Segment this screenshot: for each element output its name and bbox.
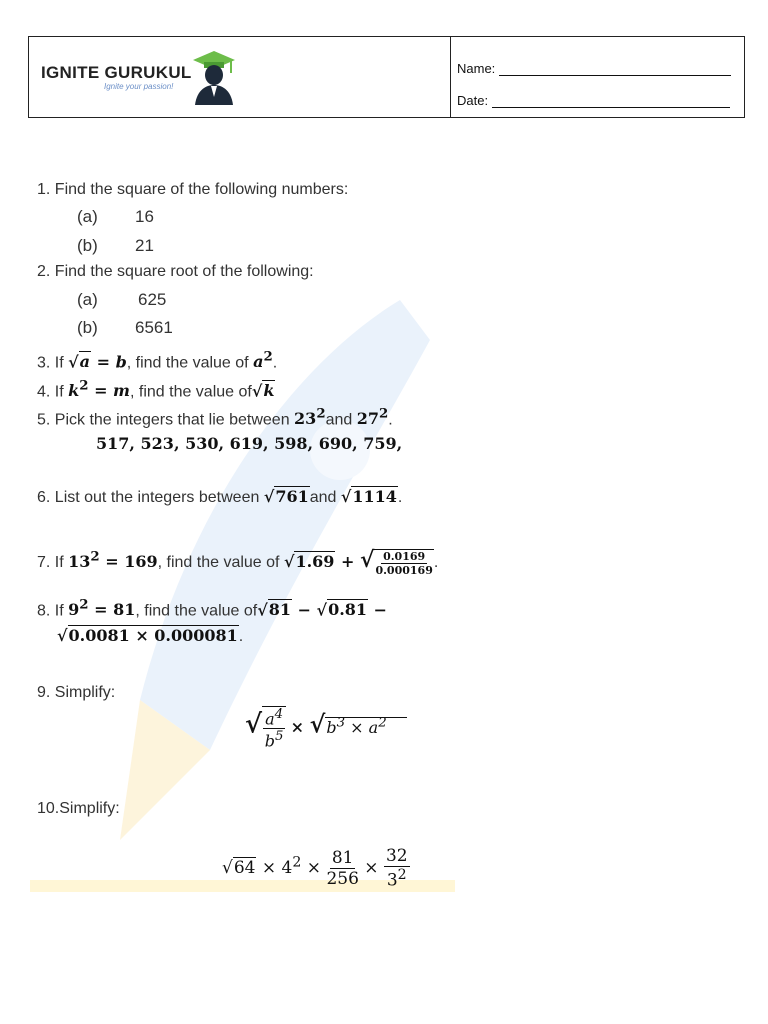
q2-a-value: 625 xyxy=(138,290,167,309)
question-9: 9. Simplify: xyxy=(37,684,116,701)
date-label: Date: xyxy=(457,93,489,108)
question-8: 8. If $9^2 = 81$, find the value of√81 − √0.81 − xyxy=(37,597,388,620)
question-4: 4. If $k^2 = m$, find the value of√k xyxy=(37,378,275,401)
question-6: 6. List out the integers between √761and √1114. xyxy=(37,487,403,506)
question-2: 2. Find the square root of the following: xyxy=(37,263,314,280)
question-8-continued: √0.0081 × 0.000081. xyxy=(57,626,244,645)
q1-a-value: 16 xyxy=(135,207,154,226)
question-10: 10.Simplify: xyxy=(37,800,120,817)
q1-a-label: (a) xyxy=(77,207,98,226)
name-field[interactable] xyxy=(457,61,731,76)
question-1: 1. Find the square of the following numbers: xyxy=(37,181,349,198)
brand-tagline: Ignite your passion! xyxy=(104,82,174,91)
q2-b-value: 6561 xyxy=(135,318,173,337)
q5-integer-list: 517, 523, 530, 619, 598, 690, 759, xyxy=(96,434,403,453)
q10-expression: $√64 \times 4^2$ × $\frac{81}{256}$ × $\frac{32}{3^2}$ xyxy=(222,846,408,891)
question-7: 7. If $13^2 = 169$, find the value of √1.69 + √ $\frac{0.0169}{0.000169}$ . xyxy=(37,547,439,577)
graduate-logo-icon xyxy=(191,49,237,105)
form-cell xyxy=(451,37,744,117)
q1-b-label: (b) xyxy=(77,236,98,255)
q9-expression: √ $\frac{a^4}{b^5}$ × $√b^3 \times a^2$ xyxy=(245,706,407,751)
question-5: 5. Pick the integers that lie between $23^2and$ $27^2$. xyxy=(37,406,393,429)
name-blank[interactable] xyxy=(499,63,731,76)
q1-b-value: 21 xyxy=(135,236,154,255)
q2-b-label: (b) xyxy=(77,318,98,337)
brand-name: IGNITE GURUKUL xyxy=(41,63,192,82)
date-field[interactable] xyxy=(457,93,730,108)
date-blank[interactable] xyxy=(492,95,730,108)
q2-a-label: (a) xyxy=(77,290,98,309)
worksheet-header xyxy=(28,36,745,118)
name-label: Name: xyxy=(457,61,496,76)
logo-cell xyxy=(29,37,451,117)
question-3: 3. If √a = b, find the value of $a^2$. xyxy=(37,349,278,372)
